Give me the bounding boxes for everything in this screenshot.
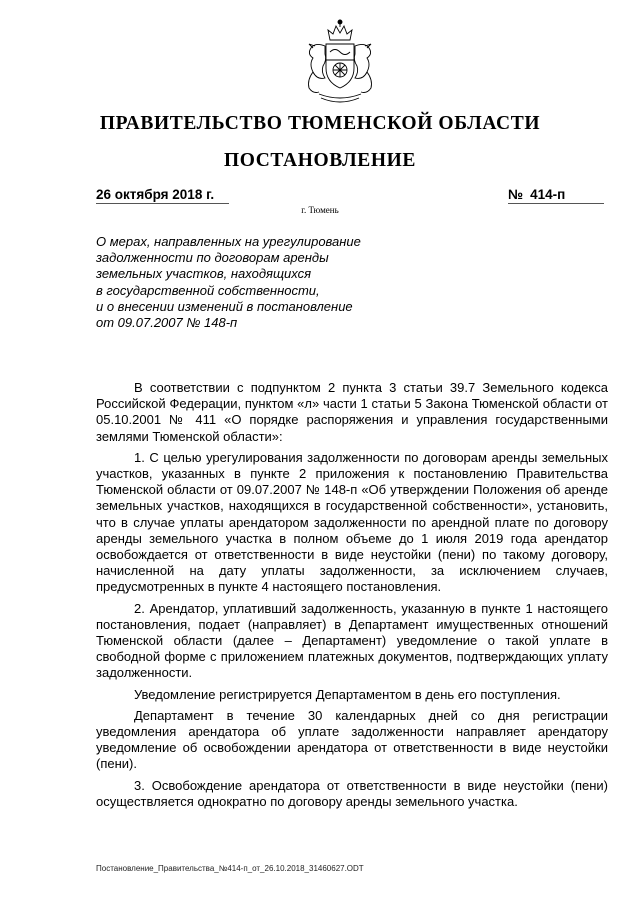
document-subject — [96, 234, 416, 331]
preamble-paragraph: В соответствии с подпунктом 2 пункта 3 статьи 39.7 Земельного кодекса Российской Федерации, пунктом «л» части 1 статьи 5 Закона Тюменской области от 05.10.2001 № 411 «О порядке распоряжения и управления государственными землями Тюменской области»: — [96, 380, 608, 444]
body-paragraph: Уведомление регистрируется Департаментом в день его поступления. — [134, 686, 561, 702]
document-date: 26 октября 2018 г. — [96, 187, 229, 204]
subject-line: от 09.07.2007 № 148-п — [96, 315, 238, 331]
subject-line: задолженности по договорам аренды — [96, 250, 329, 266]
body-paragraph: 3. Освобождение арендатора от ответственности в виде неустойки (пени) осуществляется однократно по договору аренды земельного участка. — [96, 777, 608, 809]
document-body — [96, 380, 608, 815]
subject-line: в государственной собственности, — [96, 282, 320, 298]
body-paragraph: 1. С целью урегулирования задолженности по договорам аренды земельных участков, указанных в пункте 2 приложения к постановлению Правительства Тюменской области от 09.07.2007 № 148-п «Об утверждении Положения об аренде земельных участков, находящихся в государственной собственности», установить, что в случае уплаты арендатором задолженности по арендной плате по договору аренды земельного участка в полном объеме до 1 июля 2019 года арендатор освобождается от ответственности в виде неустойки (пени) по такому договору, начисленной на дату уплаты задолженности, за исключением случаев, предусмотренных в пункте 4 настоящего постановления. — [96, 449, 608, 595]
body-paragraph: 2. Арендатор, уплативший задолженность, указанную в пункте 1 настоящего постановления, подает (направляет) в Департамент имущественных отношений Тюменской области (далее – Департамент) уведомление о такой уплате в свободной форме с приложением платежных документов, подтверждающих уплату задолженности. — [96, 600, 608, 681]
number-sign: № — [508, 187, 524, 202]
subject-line: и о внесении изменений в постановление — [96, 298, 353, 314]
document-number: 414-п — [530, 187, 566, 202]
subject-line: земельных участков, находящихся — [96, 266, 312, 282]
footer-filename: Постановление_Правительства_№414-п_от_26.10.2018_31460627.ODT — [96, 864, 364, 873]
document-number-field — [508, 187, 604, 204]
coat-of-arms-icon — [297, 14, 383, 106]
document-type: ПОСТАНОВЛЕНИЕ — [223, 150, 417, 171]
body-paragraph: Департамент в течение 30 календарных дней со дня регистрации уведомления арендатора об уплате задолженности направляет арендатору уведомление об освобождении арендатора от ответственности в виде неустойки (пени). — [96, 707, 608, 772]
subject-line: О мерах, направленных на урегулирование — [96, 234, 361, 249]
government-title: ПРАВИТЕЛЬСТВО ТЮМЕНСКОЙ ОБЛАСТИ — [99, 113, 541, 134]
document-city: г. Тюмень — [301, 205, 339, 215]
